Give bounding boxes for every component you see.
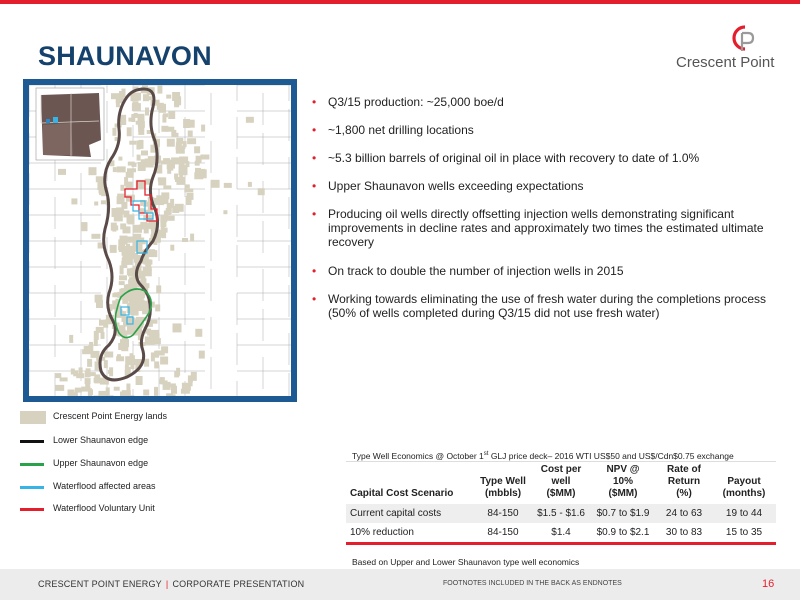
bullet-item: • Producing oil wells directly offsetting injection wells demonstrating significant improvements in decline rates and approximately two times the estimated ultimate recovery: [312, 207, 764, 249]
bullet-dot-icon: •: [312, 179, 317, 193]
bullet-item: • On track to double the number of injection wells in 2015: [312, 264, 624, 278]
bullet-dot-icon: •: [312, 151, 317, 165]
footer-company: CRESCENT POINT ENERGY | CORPORATE PRESENTATION: [38, 579, 305, 589]
type-well-economics-table: [346, 461, 776, 545]
crescent-point-logo-icon: [728, 24, 758, 52]
company-logo: [676, 24, 786, 76]
col-header-npv: NPV @ 10% ($MM): [590, 462, 656, 505]
legend-item-upper-edge: [20, 458, 300, 472]
page-title: SHAUNAVON: [38, 41, 212, 71]
bullet-dot-icon: •: [312, 292, 317, 306]
legend-label: Waterflood Voluntary Unit: [53, 503, 155, 513]
bullet-dot-icon: •: [312, 264, 317, 278]
legend-item-lower-edge: [20, 435, 300, 449]
page-number: 16: [762, 578, 775, 590]
bullet-dot-icon: •: [312, 207, 317, 221]
bullet-item: • ~1,800 net drilling locations: [312, 123, 474, 137]
table-footnote: Based on Upper and Lower Shaunavon type well economics: [352, 557, 580, 567]
col-header-cost-per-well: Cost per well ($MM): [532, 462, 590, 505]
col-header-type-well: Type Well (mbbls): [474, 462, 532, 505]
legend-label: Waterflood affected areas: [53, 481, 156, 491]
bullet-dot-icon: •: [312, 123, 317, 137]
legend-item-waterflood-affected: [20, 481, 300, 495]
table-header-row: [346, 462, 776, 505]
table-caption: Type Well Economics @ October 1st GLJ price deck– 2016 WTI US$50 and US$/Cdn$0.75 exchange: [352, 451, 734, 461]
col-header-rate-of-return: Rate of Return (%): [656, 462, 712, 505]
lower-edge-swatch: [20, 440, 44, 443]
shaunavon-map: [23, 79, 297, 402]
bullet-item: • Q3/15 production: ~25,000 boe/d: [312, 95, 504, 109]
table-row: 10% reduction 84-150 $1.4 $0.9 to $2.1 30 to 83 15 to 35: [346, 523, 776, 544]
footer-endnotes: FOOTNOTES INCLUDED IN THE BACK AS ENDNOTES: [443, 580, 622, 587]
table-row: Current capital costs 84-150 $1.5 - $1.6 $0.7 to $1.9 24 to 63 19 to 44: [346, 504, 776, 523]
map-canvas: [29, 85, 291, 396]
legend-label: Upper Shaunavon edge: [53, 458, 149, 468]
col-header-payout: Payout (months): [712, 462, 776, 505]
voluntary-unit-swatch: [20, 508, 44, 511]
legend-label: Crescent Point Energy lands: [53, 411, 168, 421]
legend-item-lands: [20, 411, 300, 425]
top-accent-bar: [0, 0, 800, 4]
waterflood-affected-swatch: [20, 486, 44, 489]
legend-label: Lower Shaunavon edge: [53, 435, 149, 445]
logo-wordmark: Crescent Point: [676, 54, 775, 71]
bullet-item: • Working towards eliminating the use of fresh water during the completions process (50% of wells completed during Q3/15 did not use fresh water): [312, 292, 766, 320]
lands-swatch: [20, 411, 46, 424]
col-header-scenario: Capital Cost Scenario: [346, 462, 474, 505]
inset-locator-map: [36, 88, 104, 160]
bullet-dot-icon: •: [312, 95, 317, 109]
bullet-item: • ~5.3 billion barrels of original oil in place with recovery to date of 1.0%: [312, 151, 700, 165]
bullet-item: • Upper Shaunavon wells exceeding expectations: [312, 179, 584, 193]
slide-footer: [0, 569, 800, 600]
upper-edge-swatch: [20, 463, 44, 466]
legend-item-voluntary-unit: [20, 503, 300, 517]
